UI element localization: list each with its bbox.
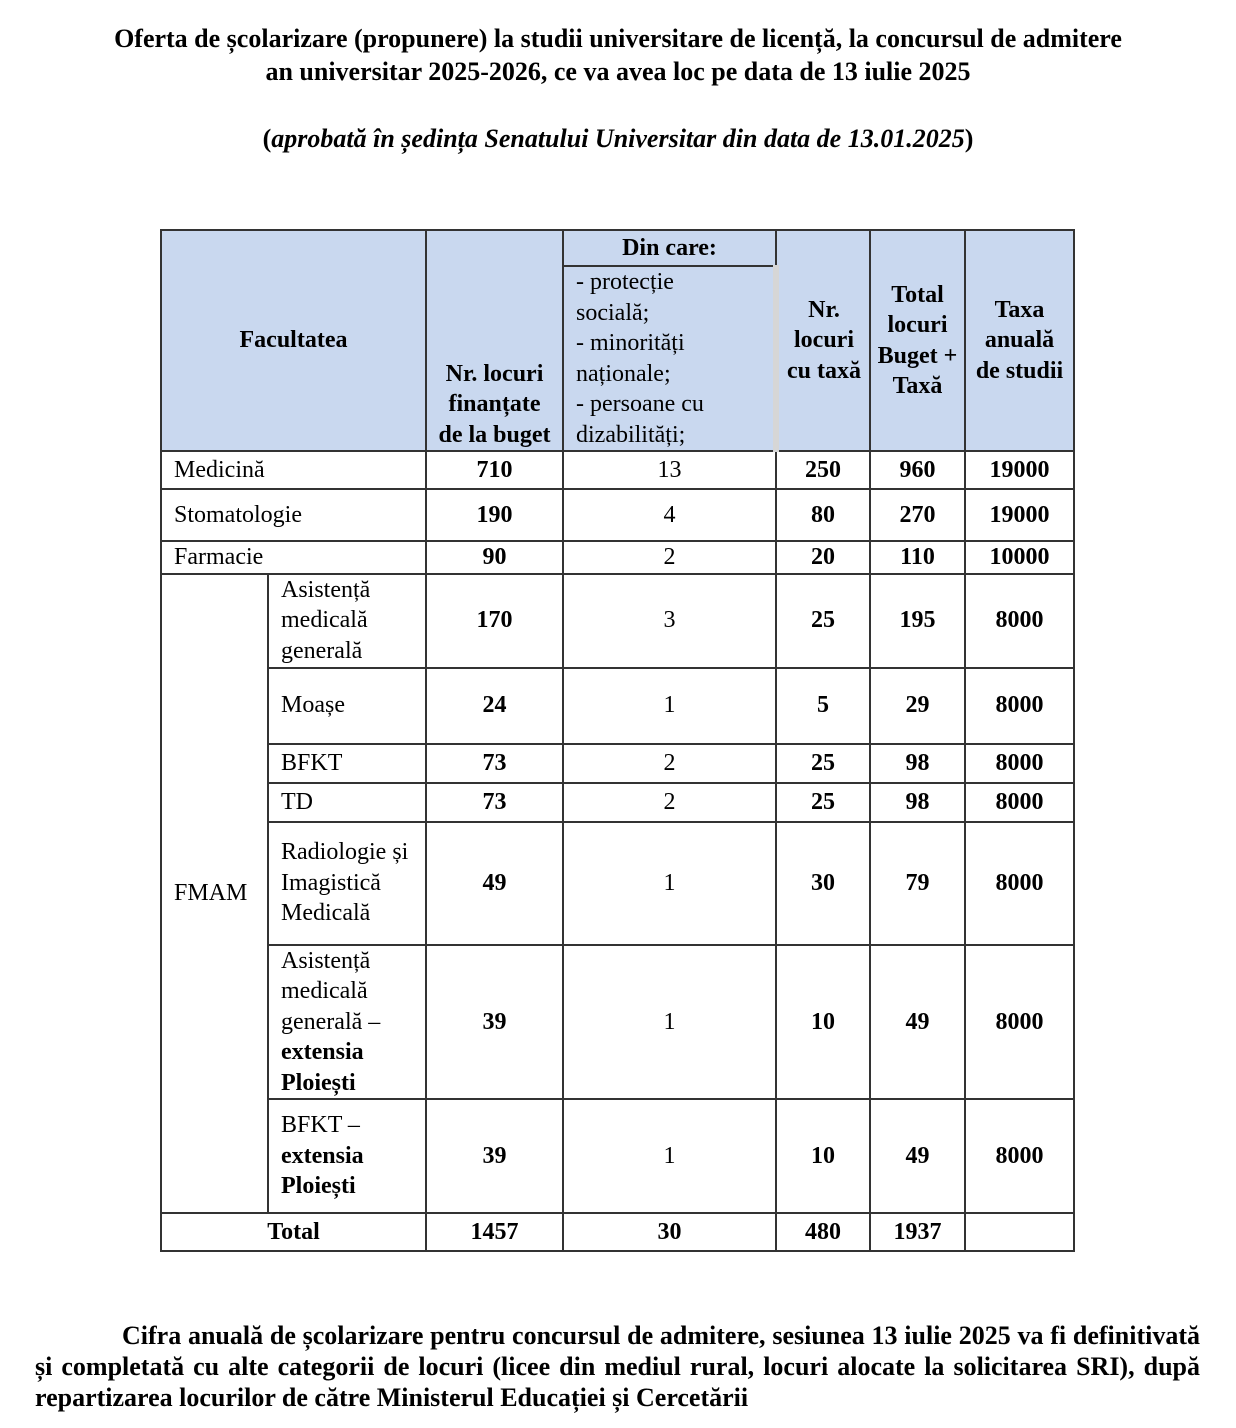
cell-total: 49 xyxy=(870,945,965,1100)
cell-din-care: 1 xyxy=(563,945,776,1100)
program-name: Radiologie și Imagistică Medicală xyxy=(268,822,426,945)
cell-taxa: 5 xyxy=(776,668,870,744)
cell-taxa-anuala: 8000 xyxy=(965,945,1074,1100)
title-line-1: Oferta de școlarizare (propunere) la studii universitare de licență, la concursul de admitere xyxy=(114,24,1122,53)
cell-din-care: 2 xyxy=(563,783,776,822)
admission-offer-table xyxy=(160,229,1075,1252)
cell-taxa: 30 xyxy=(776,822,870,945)
cell-taxa: 25 xyxy=(776,744,870,783)
header-buget-text: Nr. locuri finanțate de la buget xyxy=(438,360,551,448)
table-row xyxy=(161,822,1074,945)
program-name-text: BFKT – xyxy=(281,1112,360,1139)
cell-total: 98 xyxy=(870,744,965,783)
table-row xyxy=(161,574,1074,668)
approval-close-paren: ) xyxy=(964,124,974,153)
cell-taxa-anuala xyxy=(965,1213,1074,1251)
cell-taxa: 25 xyxy=(776,783,870,822)
cell-taxa-anuala: 8000 xyxy=(965,574,1074,668)
program-name-text: Asistență medicală generală – xyxy=(281,947,381,1035)
din-care-detail-1: - protecție socială; xyxy=(576,269,674,326)
cell-buget: 73 xyxy=(426,783,563,822)
total-label: Total xyxy=(161,1213,426,1251)
faculty-name-fmam: FMAM xyxy=(161,574,268,1214)
program-name xyxy=(268,945,426,1100)
program-name: Asistență medicală generală xyxy=(268,574,426,668)
approval-open-paren: ( xyxy=(262,124,272,153)
cell-taxa-anuala: 19000 xyxy=(965,451,1074,489)
cell-total: 195 xyxy=(870,574,965,668)
cell-din-care: 2 xyxy=(563,744,776,783)
header-taxa-anuala-text: Taxa anuală de studii xyxy=(975,296,1064,384)
table-row xyxy=(161,668,1074,744)
header-din-care: Din care: xyxy=(563,230,776,266)
cell-total: 960 xyxy=(870,451,965,489)
cell-buget: 190 xyxy=(426,489,563,541)
din-care-detail-3: - persoane cu dizabilități; xyxy=(576,391,704,448)
cell-buget: 90 xyxy=(426,541,563,574)
cell-buget: 39 xyxy=(426,1099,563,1213)
cell-buget: 170 xyxy=(426,574,563,668)
header-buget xyxy=(426,230,563,451)
table-row xyxy=(161,744,1074,783)
cell-total: 270 xyxy=(870,489,965,541)
header-taxa-anuala xyxy=(965,230,1074,451)
footer-paragraph xyxy=(35,1320,1200,1413)
cell-buget: 49 xyxy=(426,822,563,945)
header-total xyxy=(870,230,965,451)
table-row xyxy=(161,451,1074,489)
cell-buget: 1457 xyxy=(426,1213,563,1251)
cell-taxa: 25 xyxy=(776,574,870,668)
cell-taxa-anuala: 19000 xyxy=(965,489,1074,541)
footer-text: Cifra anuală de școlarizare pentru concursul de admitere, sesiunea 13 iulie 2025 va fi definitivată și completată cu alte categorii de locuri (licee din mediul rural, locuri alocate la solicitarea SRI), după repartizarea locurilor de către Ministerul Educației și Cercetării xyxy=(35,1321,1200,1412)
faculty-name: Stomatologie xyxy=(161,489,426,541)
cell-total: 49 xyxy=(870,1099,965,1213)
cell-din-care: 1 xyxy=(563,668,776,744)
cell-taxa: 10 xyxy=(776,1099,870,1213)
cell-taxa-anuala: 8000 xyxy=(965,668,1074,744)
cell-taxa-anuala: 8000 xyxy=(965,822,1074,945)
approval-note xyxy=(0,122,1236,156)
program-name xyxy=(268,1099,426,1213)
table-row xyxy=(161,783,1074,822)
document-title xyxy=(0,22,1236,88)
table-row xyxy=(161,489,1074,541)
program-extension: extensia Ploiești xyxy=(281,1039,364,1096)
cell-buget: 710 xyxy=(426,451,563,489)
cell-din-care: 4 xyxy=(563,489,776,541)
cell-din-care: 1 xyxy=(563,1099,776,1213)
cell-taxa-anuala: 8000 xyxy=(965,783,1074,822)
program-extension: extensia Ploiești xyxy=(281,1142,364,1200)
cell-taxa: 80 xyxy=(776,489,870,541)
header-taxa-text: Nr. locuri cu taxă xyxy=(787,296,861,384)
cell-din-care: 1 xyxy=(563,822,776,945)
cell-taxa-anuala: 8000 xyxy=(965,1099,1074,1213)
cell-taxa: 480 xyxy=(776,1213,870,1251)
cell-total: 1937 xyxy=(870,1213,965,1251)
header-total-text: Total locuri Buget + Taxă xyxy=(877,281,958,399)
cell-buget: 24 xyxy=(426,668,563,744)
table-row xyxy=(161,1099,1074,1213)
faculty-name: Medicină xyxy=(161,451,426,489)
header-facultatea: Facultatea xyxy=(161,230,426,451)
cell-taxa-anuala: 8000 xyxy=(965,744,1074,783)
faculty-name: Farmacie xyxy=(161,541,426,574)
table-row-total xyxy=(161,1213,1074,1251)
cell-din-care: 13 xyxy=(563,451,776,489)
cell-total: 110 xyxy=(870,541,965,574)
cell-buget: 73 xyxy=(426,744,563,783)
program-name: TD xyxy=(268,783,426,822)
cell-din-care: 30 xyxy=(563,1213,776,1251)
cell-total: 98 xyxy=(870,783,965,822)
cell-total: 79 xyxy=(870,822,965,945)
cell-din-care: 2 xyxy=(563,541,776,574)
cell-din-care: 3 xyxy=(563,574,776,668)
cell-taxa: 10 xyxy=(776,945,870,1100)
cell-taxa: 250 xyxy=(776,451,870,489)
approval-text: aprobată în ședința Senatului Universitar din data de 13.01.2025 xyxy=(271,124,965,153)
cell-buget: 39 xyxy=(426,945,563,1100)
cell-taxa-anuala: 10000 xyxy=(965,541,1074,574)
table-row xyxy=(161,945,1074,1100)
cell-taxa: 20 xyxy=(776,541,870,574)
title-line-2: an universitar 2025-2026, ce va avea loc pe data de 13 iulie 2025 xyxy=(265,57,971,86)
header-din-care-detail xyxy=(563,266,776,451)
header-taxa xyxy=(776,230,870,451)
cell-total: 29 xyxy=(870,668,965,744)
program-name: Moașe xyxy=(268,668,426,744)
program-name: BFKT xyxy=(268,744,426,783)
din-care-detail-2: - minorități naționale; xyxy=(576,330,685,387)
table-row xyxy=(161,541,1074,574)
